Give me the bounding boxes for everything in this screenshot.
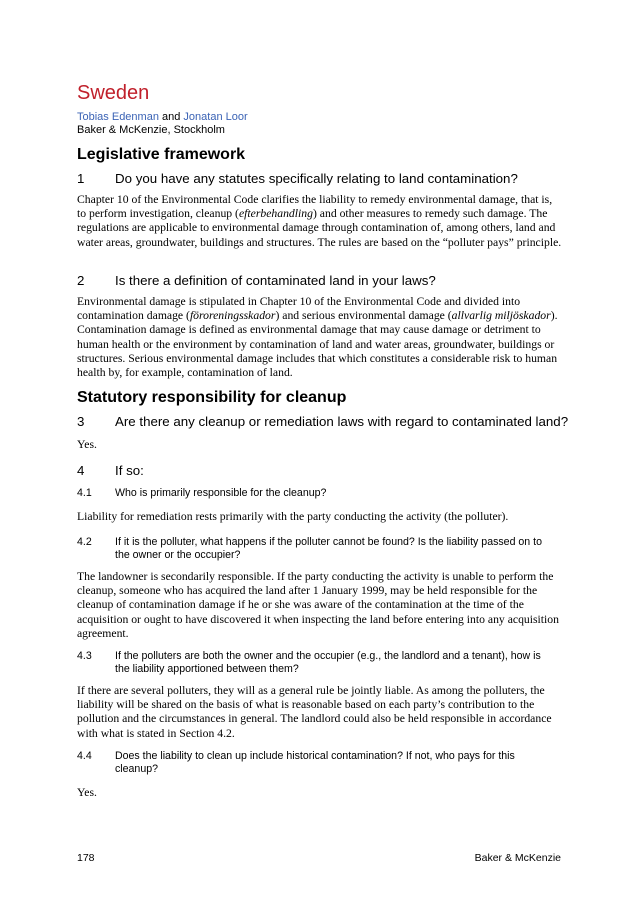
footer-publisher: Baker & McKenzie (474, 852, 561, 864)
answer-text: ) and serious environmental damage ( (275, 309, 452, 323)
subquestion-4-1 (77, 487, 567, 500)
subquestion-number: 4.1 (77, 487, 92, 499)
subquestion-number: 4.2 (77, 536, 92, 548)
answer-term: efterbehandling (238, 207, 313, 221)
subquestion-text: Who is primarily responsible for the cleanup? (115, 487, 327, 499)
question-text: Is there a definition of contaminated land in your laws? (115, 273, 436, 288)
answer-text: ). Contamination damage is defined as environmental damage that may cause damage or detriment to human health or the environment by contamination of land and water areas, groundwater, buildings or structures. Serious environmental damage includes that which constitutes a considerable risk to human health by, for example, contamination of land. (77, 309, 558, 380)
author-joiner: and (158, 111, 184, 123)
subquestion-text: Does the liability to clean up include historical contamination? If not, who pays for this cleanup? (115, 750, 515, 776)
answer-2 (77, 295, 563, 380)
section-heading-legislative: Legislative framework (77, 146, 246, 163)
answer-4-2: The landowner is secondarily responsible. If the party conducting the activity is unable to perform the cleanup, someone who has acquired the land after 1 January 1999, may be held responsible for the cleanup of contamination damage if he or she was aware of the contamination at the time of the acquisition or ought to have discovered it when inspecting the land before entering into any acquisition agreement. (77, 570, 559, 640)
answer-text: Environmental damage is stipulated in Chapter 10 of the Environmental Code and divided into contamination damage ( (77, 295, 521, 323)
authors-line (77, 111, 248, 124)
page-number: 178 (77, 852, 95, 864)
question-number: 4 (77, 463, 85, 478)
subquestion-4-3 (77, 650, 567, 676)
question-number: 3 (77, 414, 85, 429)
answer-4-4: Yes. (77, 786, 97, 799)
question-text: Are there any cleanup or remediation laws with regard to contaminated land? (115, 414, 569, 429)
subquestion-text: If it is the polluter, what happens if the polluter cannot be found? Is the liability passed on to the owner or the occupier? (115, 536, 542, 562)
question-number: 1 (77, 171, 85, 186)
answer-3: Yes. (77, 438, 97, 451)
question-text: If so: (115, 463, 144, 478)
subquestion-number: 4.4 (77, 750, 92, 762)
answer-text: Chapter 10 of the Environmental Code clarifies the liability to remedy environmental damage, that is, to perform investigation, cleanup ( (77, 193, 553, 221)
subquestion-number: 4.3 (77, 650, 92, 662)
answer-1 (77, 193, 563, 250)
answer-term: föroreningsskador (189, 309, 276, 323)
author-link-edenman[interactable]: Tobias Edenman (77, 111, 159, 123)
subquestion-text: If the polluters are both the owner and the occupier (e.g., the landlord and a tenant), how is the liability apportioned between them? (115, 650, 541, 676)
question-text: Do you have any statutes specifically relating to land contamination? (115, 171, 518, 186)
firm-line: Baker & McKenzie, Stockholm (77, 124, 225, 136)
answer-term: allvarlig miljöskador (451, 309, 551, 323)
country-title: Sweden (77, 82, 150, 104)
question-number: 2 (77, 273, 85, 288)
answer-4-1: Liability for remediation rests primarily with the party conducting the activity (the polluter). (77, 510, 509, 523)
subquestion-4-2 (77, 536, 567, 562)
section-heading-statutory: Statutory responsibility for cleanup (77, 389, 347, 406)
author-link-loor[interactable]: Jonatan Loor (183, 111, 248, 123)
answer-text: ) and other measures to remedy such damage. The regulations are applicable to environmental damage through contamination of, among others, land and water areas, groundwater, buildings and structures. The rules are based on the “polluter pays” principle. (77, 207, 562, 249)
subquestion-4-4 (77, 750, 567, 776)
answer-4-3: If there are several polluters, they will as a general rule be jointly liable. As among the polluters, the liability will be shared on the basis of what is reasonable based on each party’s contribution to the pollution and the circumstances in general. The landlord could also be held responsible in accordance with what is stated in Section 4.2. (77, 684, 552, 740)
